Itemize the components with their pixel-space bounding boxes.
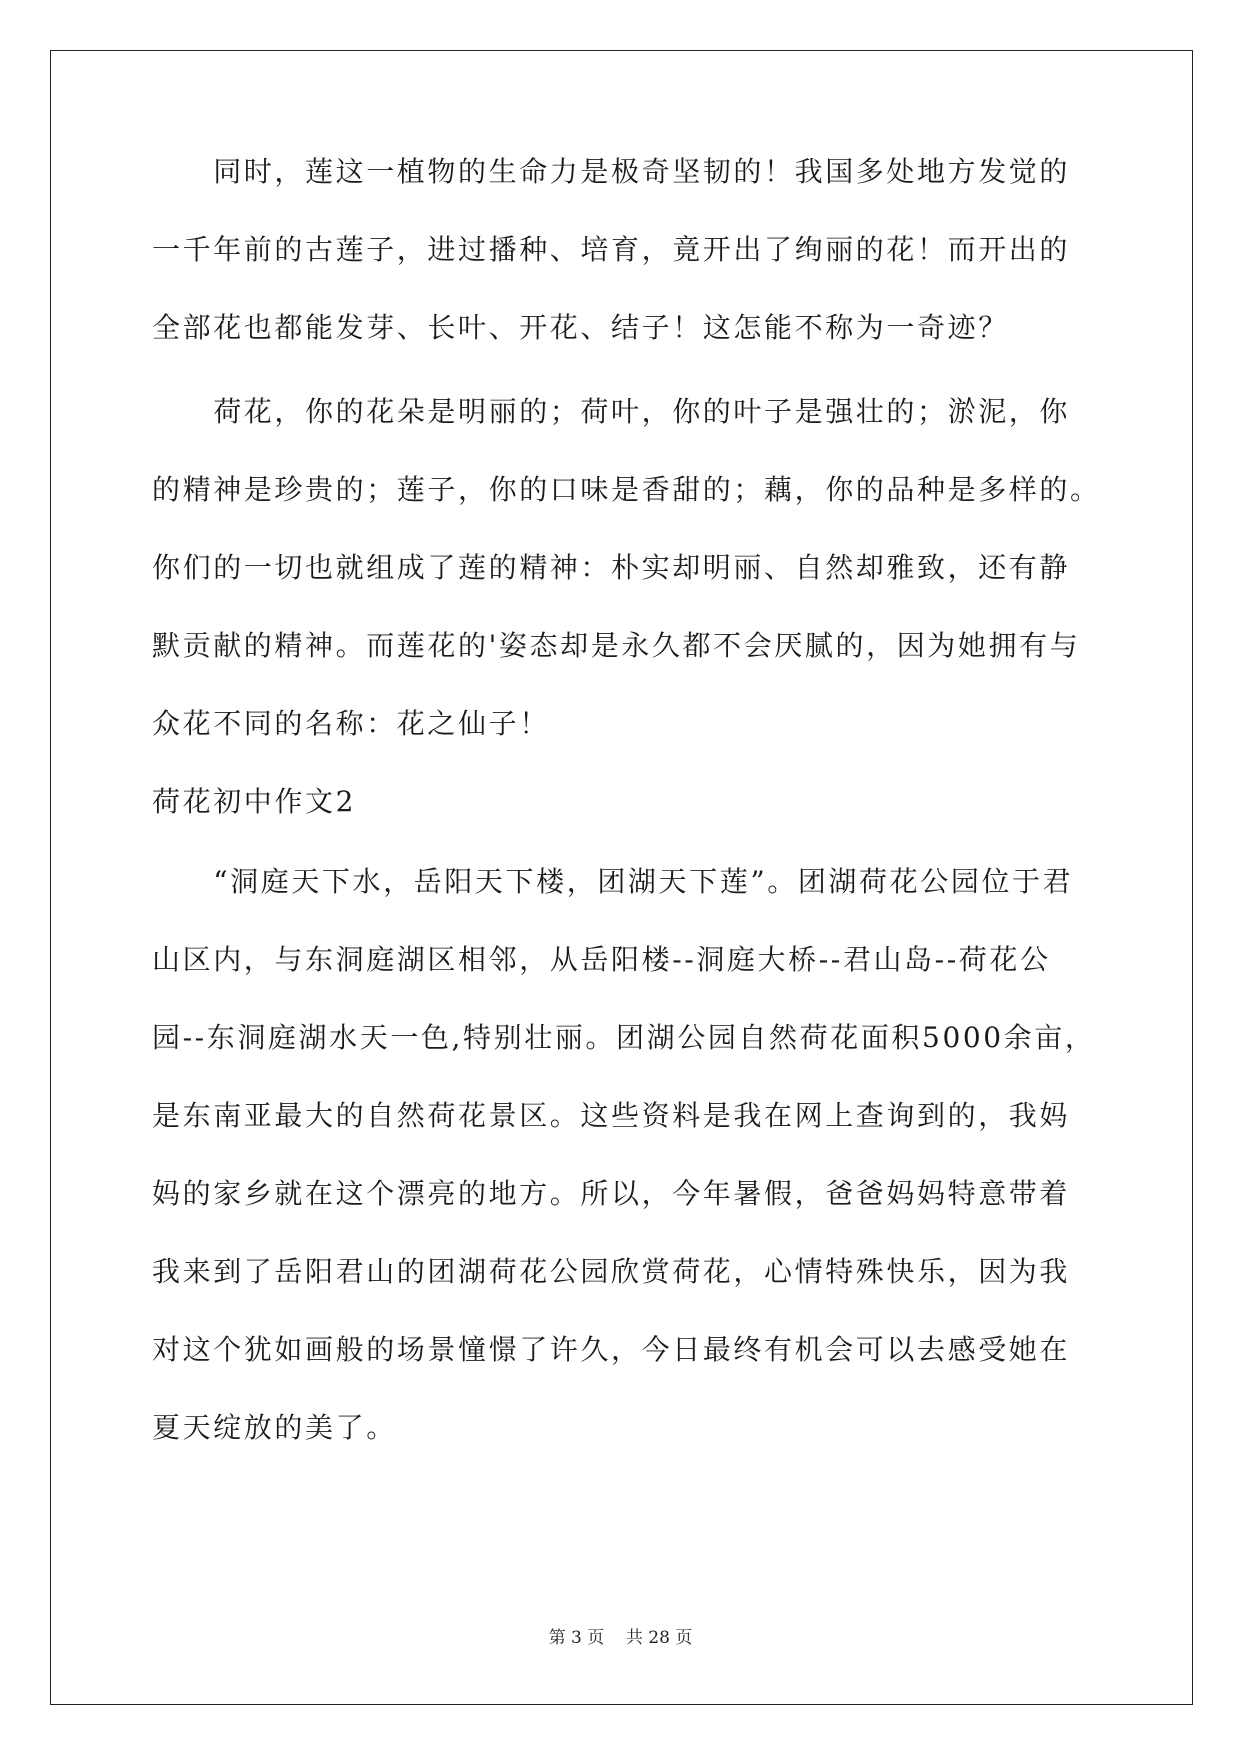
text-line: 一千年前的古莲子，进过播种、培育，竟开出了绚丽的花！而开出的 xyxy=(152,233,1071,266)
page-number: 第 3 页 xyxy=(548,1628,605,1648)
text-line: 的精神是珍贵的；莲子，你的口味是香甜的；藕，你的品种是多样的。 xyxy=(152,473,1101,506)
page-footer xyxy=(0,1628,1241,1648)
text-line: 园--东洞庭湖水天一色,特别壮丽。团湖公园自然荷花面积5000余亩， xyxy=(152,1021,1096,1054)
text-line: 妈的家乡就在这个漂亮的地方。所以，今年暑假，爸爸妈妈特意带着 xyxy=(152,1177,1071,1210)
text-line: 众花不同的名称：花之仙子！ xyxy=(152,707,550,740)
page-total: 共 28 页 xyxy=(625,1628,693,1648)
text-line: 我来到了岳阳君山的团湖荷花公园欣赏荷花，心情特殊快乐，因为我 xyxy=(152,1255,1071,1288)
text-line: 夏天绽放的美了。 xyxy=(152,1411,397,1444)
text-line: 对这个犹如画般的场景憧憬了许久，今日最终有机会可以去感受她在 xyxy=(152,1333,1071,1366)
text-line: “洞庭天下水，岳阳天下楼，团湖天下莲”。团湖荷花公园位于君 xyxy=(152,865,1074,898)
text-line: 是东南亚最大的自然荷花景区。这些资料是我在网上查询到的，我妈 xyxy=(152,1099,1071,1132)
text-line: 荷花，你的花朵是明丽的；荷叶，你的叶子是强壮的；淤泥，你 xyxy=(152,395,1071,428)
text-line: 默贡献的精神。而莲花的'姿态却是永久都不会厌腻的，因为她拥有与 xyxy=(152,629,1081,662)
text-line: 你们的一切也就组成了莲的精神：朴实却明丽、自然却雅致，还有静 xyxy=(152,551,1071,584)
section-heading: 荷花初中作文2 xyxy=(152,785,357,818)
text-line: 全部花也都能发芽、长叶、开花、结子！这怎能不称为一奇迹？ xyxy=(152,311,1009,344)
text-line: 同时，莲这一植物的生命力是极奇坚韧的！我国多处地方发觉的 xyxy=(152,155,1071,188)
text-line: 山区内，与东洞庭湖区相邻，从岳阳楼--洞庭大桥--君山岛--荷花公 xyxy=(152,943,1051,976)
